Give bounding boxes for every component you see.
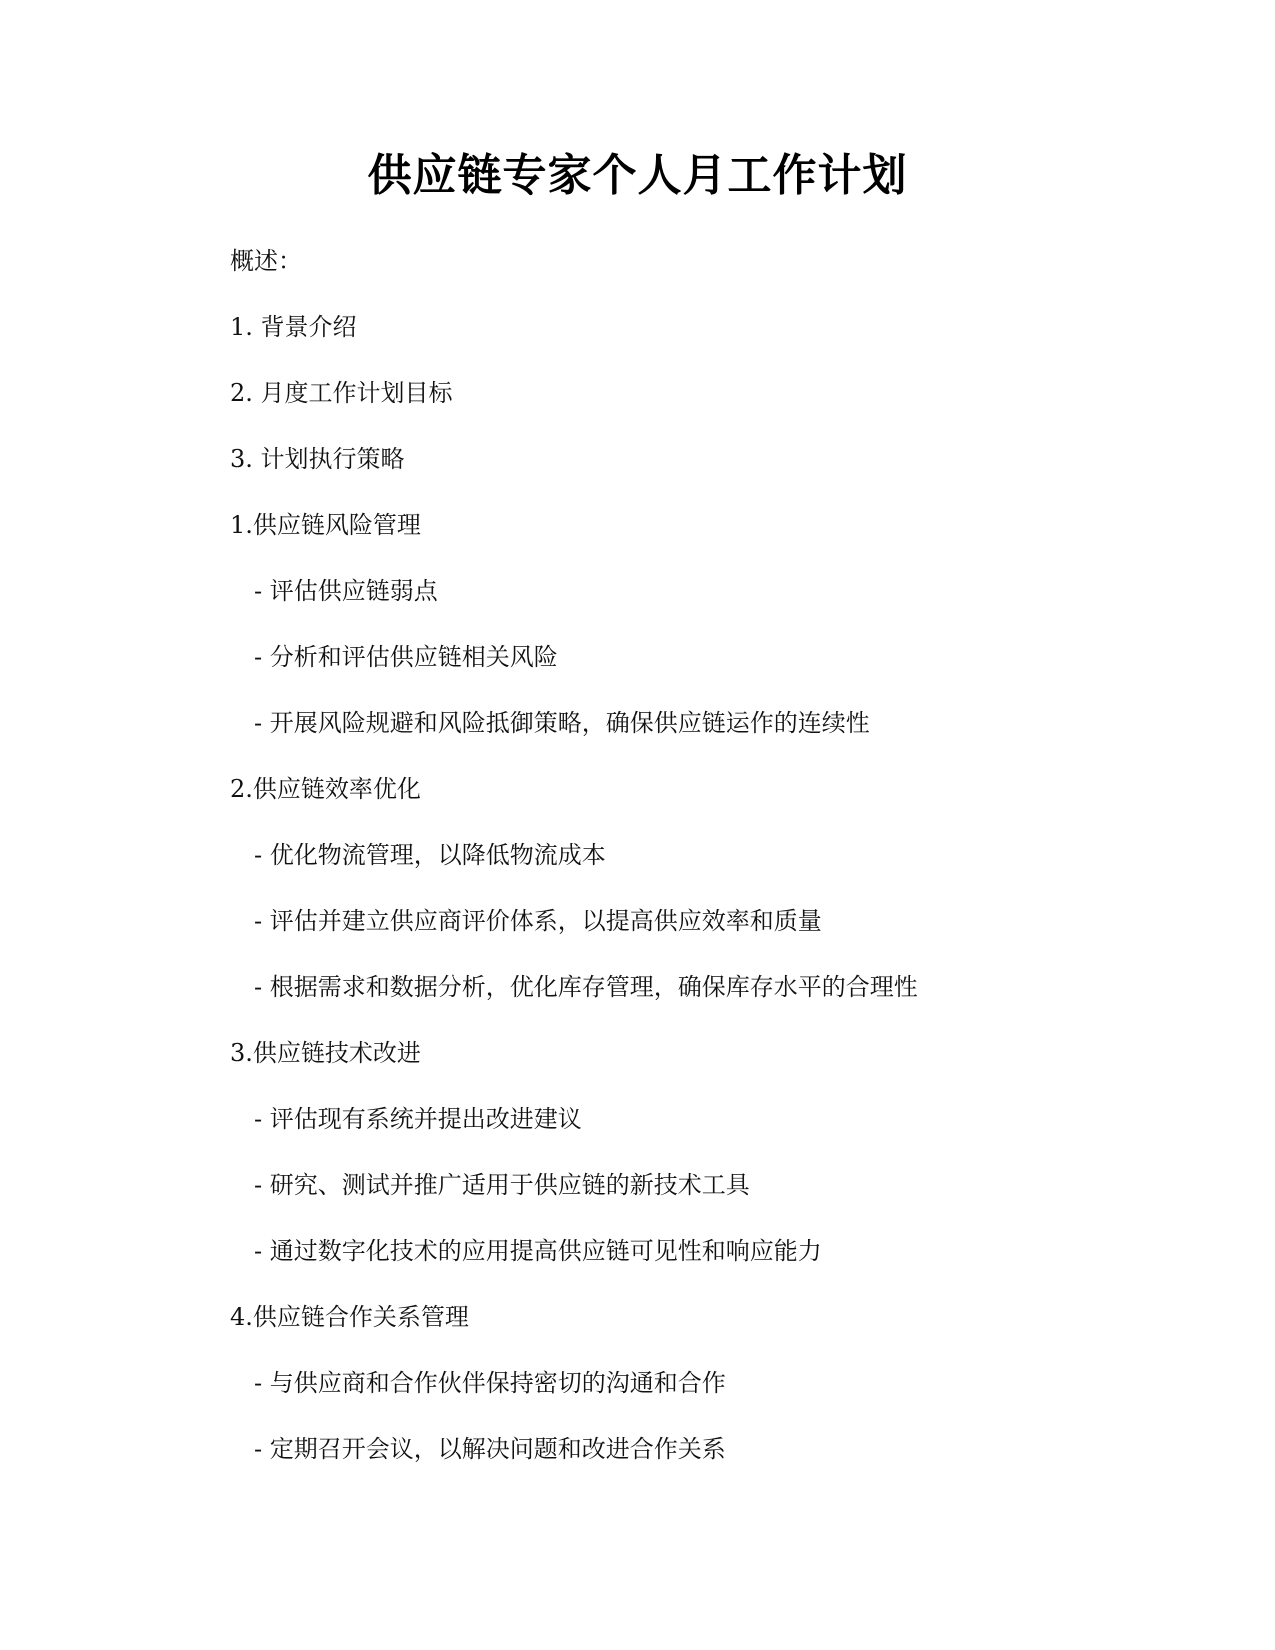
bullet-item: - 通过数字化技术的应用提高供应链可见性和响应能力 bbox=[254, 1237, 822, 1265]
bullet-item: - 分析和评估供应链相关风险 bbox=[254, 643, 558, 671]
bullet-item: - 评估现有系统并提出改进建议 bbox=[254, 1105, 582, 1133]
section-heading: 2.供应链效率优化 bbox=[230, 775, 421, 803]
bullet-item: - 开展风险规避和风险抵御策略，确保供应链运作的连续性 bbox=[254, 709, 870, 737]
document-title: 供应链专家个人月工作计划 bbox=[367, 150, 908, 201]
document-body bbox=[230, 246, 1190, 1500]
section-heading: 1.供应链风险管理 bbox=[230, 511, 421, 539]
bullet-item: - 优化物流管理，以降低物流成本 bbox=[254, 841, 606, 869]
bullet-item: - 研究、测试并推广适用于供应链的新技术工具 bbox=[254, 1171, 750, 1199]
bullet-item: - 评估供应链弱点 bbox=[254, 577, 438, 605]
body-line: 2. 月度工作计划目标 bbox=[230, 379, 453, 407]
body-line: 3. 计划执行策略 bbox=[230, 445, 405, 473]
section-heading: 3.供应链技术改进 bbox=[230, 1039, 421, 1067]
bullet-item: - 根据需求和数据分析，优化库存管理，确保库存水平的合理性 bbox=[254, 973, 918, 1001]
bullet-item: - 定期召开会议，以解决问题和改进合作关系 bbox=[254, 1435, 726, 1463]
section-heading: 4.供应链合作关系管理 bbox=[230, 1303, 469, 1331]
bullet-item: - 评估并建立供应商评价体系，以提高供应效率和质量 bbox=[254, 907, 822, 935]
bullet-item: - 与供应商和合作伙伴保持密切的沟通和合作 bbox=[254, 1369, 726, 1397]
body-line: 1. 背景介绍 bbox=[230, 313, 357, 341]
body-line: 概述： bbox=[230, 247, 302, 275]
